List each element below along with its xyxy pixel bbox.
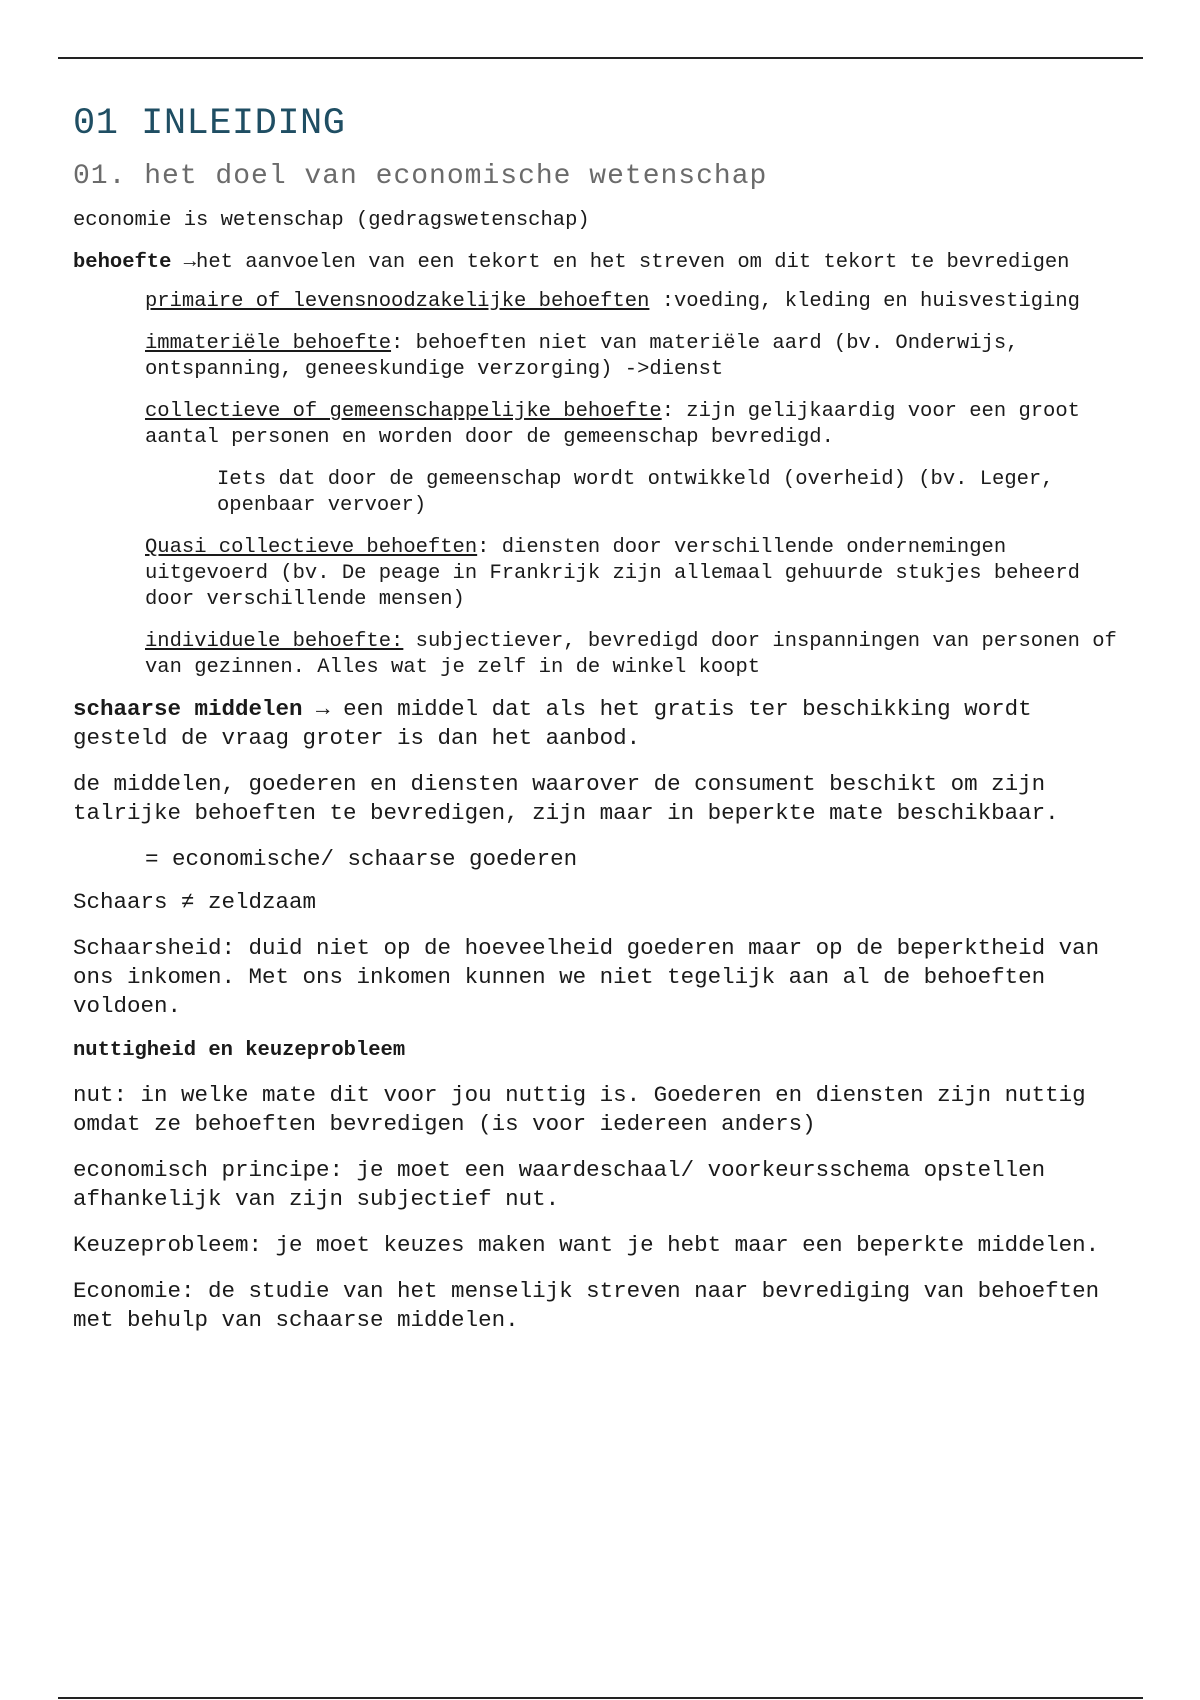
nuttigheid-heading: nuttigheid en keuzeprobleem [73,1039,406,1062]
economie-definition: Economie: de studie van het menselijk streven naar bevrediging van behoeften met behulp van schaarse middelen. [73,1278,1100,1333]
schaarse-text: een middel dat als het gratis ter beschikking wordt gesteld de vraag groter is dan het aanbod. [73,696,1032,751]
need-text: : zijn gelijkaardig voor een groot aantal personen en worden door de gemeenschap bevredigd. [145,400,1080,449]
need-term: individuele behoefte: [145,630,404,653]
middelen-paragraph: de middelen, goederen en diensten waarover de consument beschikt om zijn talrijke behoeften te bevredigen, zijn maar in beperkte mate beschikbaar. [73,771,1059,826]
keuzeprobleem-paragraph: Keuzeprobleem: je moet keuzes maken want je hebt maar een beperkte middelen. [73,1232,1100,1258]
need-term: collectieve of gemeenschappelijke behoefte [145,400,662,423]
need-text: : diensten door verschillende ondernemingen uitgevoerd (bv. De peage in Frankrijk zijn allemaal gehuurde stukjes beheerd door verschillende mensen) [145,536,1080,611]
bottom-rule [58,1697,1143,1699]
need-term: Quasi collectieve behoeften [145,536,478,559]
need-term: primaire of levensnoodzakelijke behoeften [145,290,650,313]
chapter-heading: 01 INLEIDING [73,103,346,145]
schaarsheid-paragraph: Schaarsheid: duid niet op de hoeveelheid goederen maar op de beperktheid van ons inkomen. Met ons inkomen kunnen we niet tegelijk aan al de behoeften voldoen. [73,935,1100,1019]
collective-note: Iets dat door de gemeenschap wordt ontwikkeld (overheid) (bv. Leger, openbaar vervoer) [217,468,1054,517]
need-item-primary [145,289,1125,315]
need-text: : behoeften niet van materiële aard (bv. Onderwijs, ontspanning, geneeskundige verzorging) ->dienst [145,332,1019,381]
arrow-icon: → [302,696,344,722]
behoefte-term: behoefte [73,251,172,274]
behoefte-text: het aanvoelen van een tekort en het streven om dit tekort te bevredigen [196,251,1070,274]
behoefte-definition [73,250,1125,276]
top-rule [58,57,1143,59]
need-term: immateriële behoefte [145,332,392,355]
section-heading: 01. het doel van economische wetenschap [73,161,768,192]
need-item-collective [145,399,1125,451]
schaarse-middelen-definition [73,695,1125,753]
economisch-principe-paragraph: economisch principe: je moet een waardeschaal/ voorkeursschema opstellen afhankelijk van zijn subjectief nut. [73,1157,1046,1212]
document-body [73,100,1125,1352]
arrow-icon: → [183,251,197,274]
schaars-neq-line: Schaars ≠ zeldzaam [73,889,317,915]
economische-goederen-line: = economische/ schaarse goederen [145,846,578,872]
schaarse-term: schaarse middelen [73,696,303,722]
need-item-immaterial [145,331,1125,383]
intro-paragraph: economie is wetenschap (gedragswetenschap) [73,209,590,232]
need-item-quasi-collective [145,535,1125,613]
need-item-individual [145,629,1125,681]
need-text: :voeding, kleding en huisvestiging [649,290,1080,313]
nut-paragraph: nut: in welke mate dit voor jou nuttig is. Goederen en diensten zijn nuttig omdat ze behoeften bevredigen (is voor iedereen anders) [73,1082,1086,1137]
need-text: subjectiever, bevredigd door inspanningen van personen of van gezinnen. Alles wat je zelf in de winkel koopt [145,630,1117,679]
